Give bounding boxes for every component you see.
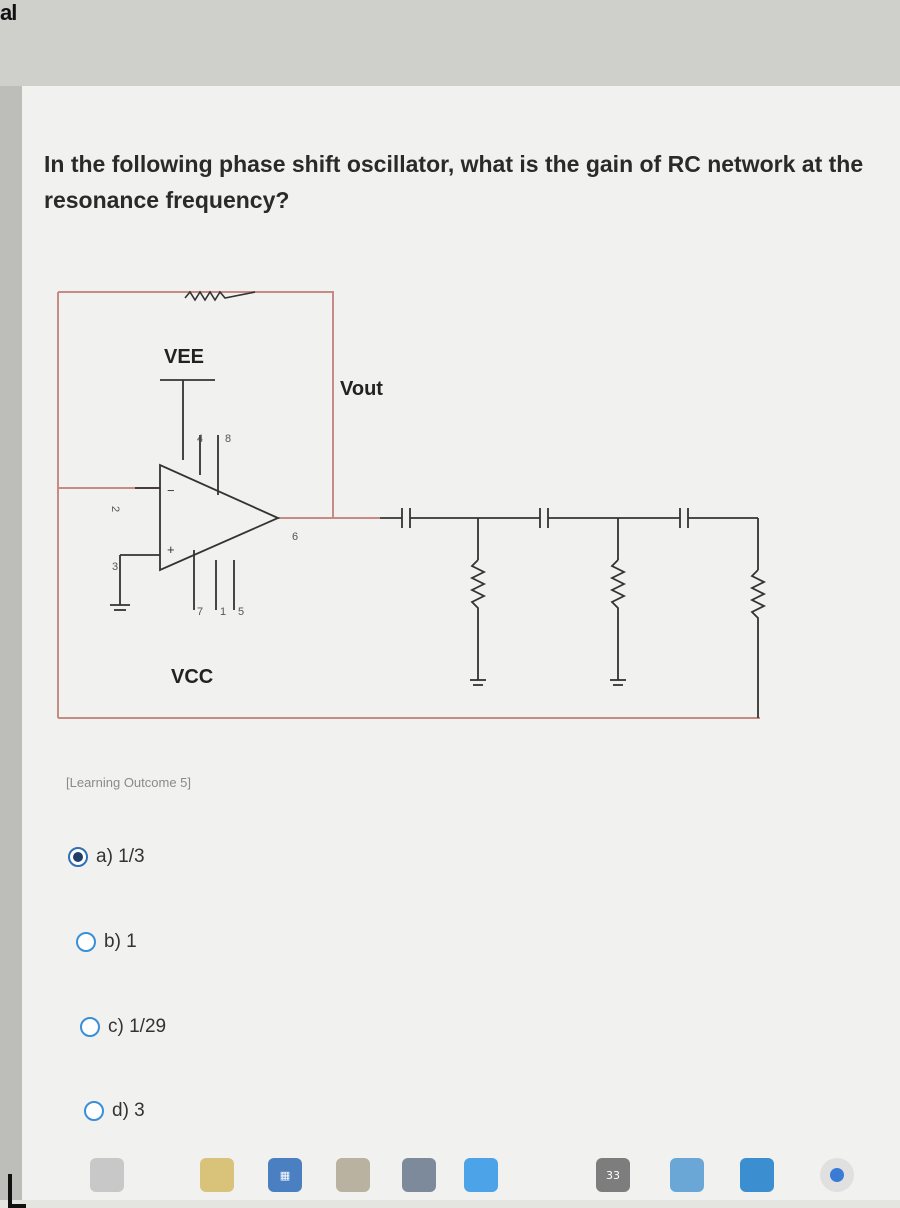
option-c-label: c) 1/29	[108, 1016, 167, 1037]
mail-badge: 33	[606, 1168, 620, 1182]
pin-7: 7	[197, 606, 204, 618]
vcc-label: VCC	[171, 666, 214, 688]
resistor-1	[472, 560, 484, 680]
vee-label: VEE	[164, 346, 205, 368]
radio-dot	[73, 852, 83, 862]
chrome-icon[interactable]	[820, 1158, 854, 1192]
mail-icon[interactable]	[596, 1158, 630, 1192]
option-a-label: a) 1/3	[96, 846, 145, 867]
radio-b[interactable]	[76, 932, 96, 952]
chrome-center	[830, 1168, 844, 1182]
top-bar	[0, 0, 900, 86]
window-icon[interactable]	[402, 1158, 436, 1192]
feedback-resistor	[185, 292, 255, 300]
option-a[interactable]	[68, 846, 145, 868]
option-b[interactable]	[76, 931, 137, 953]
pin-5: 5	[238, 606, 245, 618]
pin-8: 8	[225, 433, 232, 445]
option-b-label: b) 1	[104, 931, 137, 952]
option-d-label: d) 3	[112, 1100, 145, 1121]
left-strip	[0, 86, 22, 1200]
question-text: In the following phase shift oscillator, what is the gain of RC network at the resonance frequency?	[44, 151, 864, 213]
pin-2: 2	[109, 506, 121, 513]
pin-4: 4	[197, 433, 204, 445]
learning-outcome: [Learning Outcome 5]	[66, 775, 192, 790]
resistor-2	[612, 560, 624, 680]
vout-label: Vout	[340, 378, 383, 400]
option-d[interactable]	[84, 1100, 145, 1122]
option-c[interactable]	[80, 1016, 166, 1038]
radio-c[interactable]	[80, 1017, 100, 1037]
cloud-icon[interactable]	[464, 1158, 498, 1192]
feedback-wire-top	[58, 292, 333, 518]
paint-icon[interactable]	[336, 1158, 370, 1192]
radio-d[interactable]	[84, 1101, 104, 1121]
file-icon[interactable]	[200, 1158, 234, 1192]
terminal-icon[interactable]	[740, 1158, 774, 1192]
resistor-3	[752, 570, 764, 718]
pin-1: 1	[220, 606, 227, 618]
app-icon[interactable]	[90, 1158, 124, 1192]
store-icon[interactable]: ▦	[268, 1158, 302, 1192]
photos-icon[interactable]	[670, 1158, 704, 1192]
taskbar	[30, 1140, 900, 1200]
pin-3: 3	[112, 561, 119, 573]
minus-input: −	[167, 483, 175, 498]
pin-6: 6	[292, 531, 299, 543]
plus-input: +	[167, 542, 175, 557]
phase-shift-oscillator-diagram	[40, 270, 780, 730]
radio-a[interactable]	[68, 847, 88, 867]
opamp-triangle	[160, 465, 278, 570]
signal-indicator: al	[0, 0, 17, 25]
